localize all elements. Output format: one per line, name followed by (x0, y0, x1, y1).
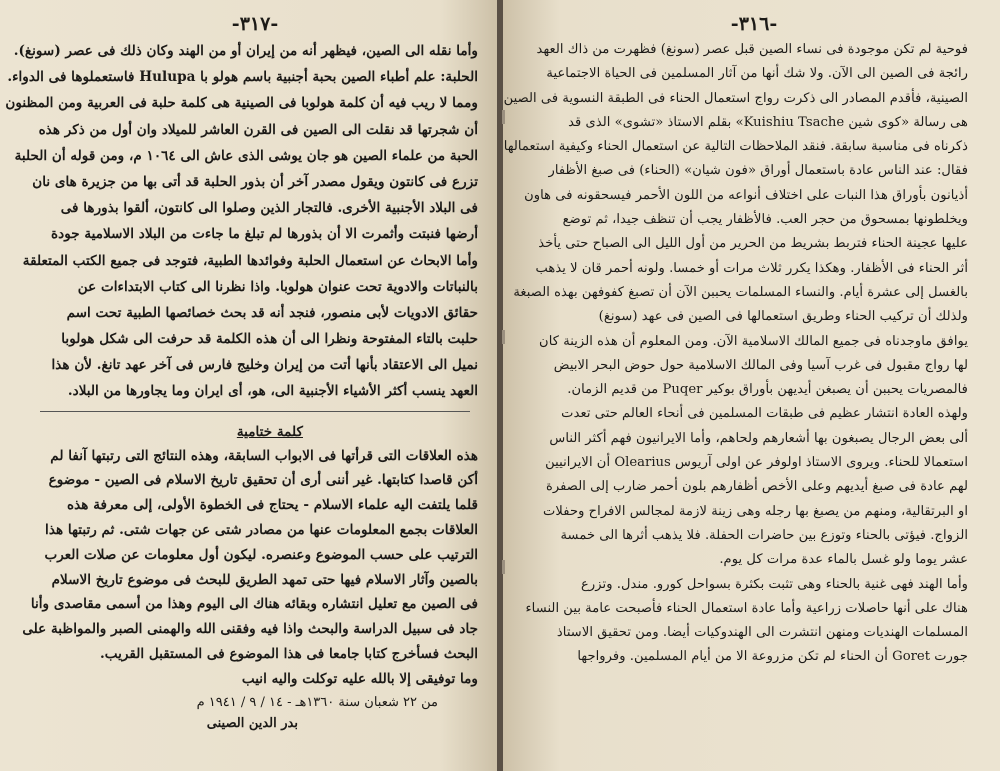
text-line: الحبة من علماء الصين هو جان يوشى الذى عاش الى ١٠٦٤ م، ومن قوله أن الحلبة (14, 147, 478, 164)
binding-stitch (502, 330, 505, 344)
text-line: جاد فى سبيل الدراسة والبحث واذا فيه وفقنى الله والهمنى الصبر والمواظبة على (22, 621, 478, 638)
paragraph-henna (503, 38, 968, 670)
text-line: عشر يوما ولو غسل بالماء عدة مرات كل يوم. (719, 552, 968, 568)
text-line: أكن قاصدا كتابتها. غير أننى أرى أن تحقيق تاريخ الاسلام فى الصين - موضوع (48, 472, 478, 489)
text-line: حقائق الادويات لأبى منصور، فنجد أنه قد بحث خصائصها الطبية تحت اسم (66, 304, 478, 321)
text-line: فالمصريات يحببن أن يصبغن أيديهن بأوراق بوكير Puqer من قديم الزمان. (567, 382, 968, 398)
text-line: تزرع فى كانتون ويقول مصدر آخر أن بذور الحلبة قد أتى بها من جزيرة هاى نان (32, 173, 478, 190)
text-line: هناك على أنها حاصلات زراعية وأما عادة استعمال الحناء فأصبحت عامة بين النساء (525, 600, 968, 616)
text-line: ومما لا ريب فيه أن كلمة هولوبا فى الصينية هى كلمة حلبة فى العربية ومن المظنون (5, 95, 478, 112)
text-line: جورت Goret أن الحناء لم تكن مزروعة الا من أيام المسلمين. وفرواجها (577, 649, 968, 665)
text-line: بالغسل إلى عشرة أيام. والنساء المسلمات يحببن الآن أن تصبغ كفوفهن بهذه الصبغة (513, 284, 968, 300)
text-line: وأما الابحاث عن استعمال الحلبة وفوائدها الطبية، فتوجد فى جميع الكتب المتعلقة (22, 252, 478, 269)
author-signature: بدر الدين الصينى (206, 715, 298, 731)
binding-stitch (502, 560, 505, 574)
text-line: الزواج. فيؤتى بالحناء وتوزع بين حاضرات الحفلة. فلا يذهب أثرها الى خمسة (560, 527, 968, 543)
text-line: عليها عجينة الحناء فتربط بشريط من الحرير من أول الليل الى الصباح حتى يأخذ (538, 236, 968, 252)
text-line: ولذلك أن تركيب الحناء وطريق استعمالها فى الصين فى عهد (سونغ) (598, 309, 968, 325)
text-line: قلما يلتفت اليه علماء الاسلام - يحتاج فى الخطوة الأولى، إلى معرفة هذه (67, 497, 478, 514)
text-line: هى رسالة «كوى شين Kuishiu Tsache» بقلم الاستاذ «تشوى» الذى قد (568, 114, 968, 130)
text-line: العهد ينسب أكثر الأشياء الأجنبية الى، هو، أى ايران وما يجاورها من البلاد. (67, 383, 478, 400)
text-line: أذيانون بأوراق هذا النبات على اختلاف أنواعه من اللون الأحمر فيسحقونه فى هاون (524, 187, 968, 203)
text-line: وأما الهند فهى غنية بالحناء وهى تثبت بكثرة بسواحل كورو. مندل. وتزرع (581, 576, 968, 592)
text-line: بالصين وآثار الاسلام فيها حتى تمهد الطريق للبحث فى موضوع تاريخ الاسلام (51, 571, 478, 588)
text-line: ألى بعض الرجال يصبغون بها أشعارهم ولحاهم، وأما الايرانيون فهم أكثر الناس (549, 430, 968, 446)
page-number: -٣١٧- (231, 13, 279, 35)
divider (40, 411, 470, 412)
text-line: فى البلاد الأجنبية الأخرى. فالتجار الذين وصلوا الى كانتون، ألقوا بذورها فى (60, 200, 478, 217)
text-line: الترتيب على حسب الموضوع وعنصره. ليكون أول معلومات عن صلات العرب (44, 546, 478, 563)
text-line: لها رواج مقبول فى غرب آسيا وفى المالك الاسلامية حول حوض البحر الابيض (553, 357, 968, 373)
text-line: يوافق ماوجدناه فى جميع المالك الاسلامية الآن. ومن المعلوم أن هذه الزينة كان (539, 333, 968, 349)
section-title: كلمة ختامية (236, 423, 303, 440)
text-line: لهم عادة فى صبغ أيديهم وعلى الأخص أظفارهم بلون أحمر ضارب إلى الصفرة (545, 479, 968, 495)
text-line: وأما نقله الى الصين، فيظهر أنه من إيران أو من الهند وكان ذلك فى عصر (سونغ). (13, 43, 478, 59)
text-line: او البرتقالية، ومنهم من يصبغ بها رجله وهى زينة لازمة لمجالس الافراح وحفلات (542, 503, 968, 519)
text-line: فقال: عند الناس عادة باستعمال أوراق «فون شيان» (الحناء) فى صبغ الأظفار (548, 163, 968, 179)
text-line: الحلبة: علم أطباء الصين بحبة أجنبية باسم هولو با Hulupa فاستعملوها فى الدواء. (7, 69, 478, 86)
text-line: هذه العلاقات التى قرأتها فى الابواب السابقة، وهذه النتائج التى رتبتها آنفا لم (50, 447, 478, 464)
text-line: ويخلطونها بمسحوق من حجر العب. فالأظفار يجب أن تنظف جيدا، ثم توضع (562, 212, 968, 228)
text-line: أثر الحناء فى الأظفار. وهكذا يكرر ثلاث مرات أو خمسا. ولونه أحمر قان لا يذهب (535, 260, 968, 276)
text-line: بالنباتات والادوية تحت عنوان هولوبا. واذا نظرنا الى كتاب الابتداءات عن (77, 278, 478, 295)
text-line: المسلمات الهنديات ومنهن انتشرت الى الهندوكيات أيضا. ومن تحقيق الاستاذ (556, 625, 968, 641)
text-line: فى الصين مع تعليل انتشاره وبقائه هناك الى اليوم وهذا من أسمى مقاصدى وأنا (30, 596, 478, 613)
text-line: ذكرناه فى مناسبة سابقة. فنقد الملاحظات التالية عن استعمال الحناء وكيفية استعمالها (503, 139, 968, 155)
text-line: العلاقات بجمع المعلومات عنها من مصادر شتى عن جهات شتى. ثم رتبتها هذا (45, 522, 478, 539)
text-line: فوحية لم تكن موجودة فى نساء الصين قبل عصر (سونغ) فظهرت من ذاك العهد (536, 42, 968, 57)
page-number: -٣١٦- (730, 13, 778, 35)
paragraph-closing (22, 444, 478, 692)
text-line: نميل الى الاعتقاد بأنها أتت من إيران وخليج فارس فى آخر عهد تانغ. لأن هذا (51, 357, 478, 374)
text-line: ولهذه العادة انتشار عظيم فى طبقات المسلمين فى أنحاء العالم حتى تعدت (561, 406, 968, 422)
binding-stitch (502, 110, 505, 124)
paragraph-fenugreek (5, 38, 478, 405)
text-line: أن شجرتها قد نقلت الى الصين فى القرن العاشر للميلاد وان أول من ذكر هذه (38, 121, 478, 138)
text-line: أرضها فنبتت وأثمرت الا أن بذورها لم تبلغ ما جاءت من البلاد الاسلامية جودة (51, 226, 478, 243)
date-line: من ٢٢ شعبان سنة ١٣٦٠هـ - ١٤ / ٩ / ١٩٤١ م (196, 694, 438, 710)
text-line: البحث فسأخرج كتابا جامعا فى هذا الموضوع فى المستقبل القريب. (99, 646, 478, 662)
text-line: وما توفيقى إلا بالله عليه توكلت واليه انيب (241, 670, 478, 687)
right-page (500, 0, 1000, 771)
text-line: الصينية، فأقدم المصادر الى ذكرت رواج استعمال الحناء فى الطبقة النسوية فى الصين (503, 90, 968, 106)
text-line: استعمالا للحناء. ويروى الاستاذ اولوفر عن اولى آريوس Olearius أن الايرانيين (545, 455, 968, 471)
text-line: رائجة فى الصين الى الآن. ولا شك أنها من آثار المسلمين فى الحياة الاجتماعية (546, 66, 968, 82)
text-line: حلبت بالتاء المفتوحة ونظرا الى أن هذه الكلمة قد حرفت الى شكل هولوبا (61, 331, 478, 348)
